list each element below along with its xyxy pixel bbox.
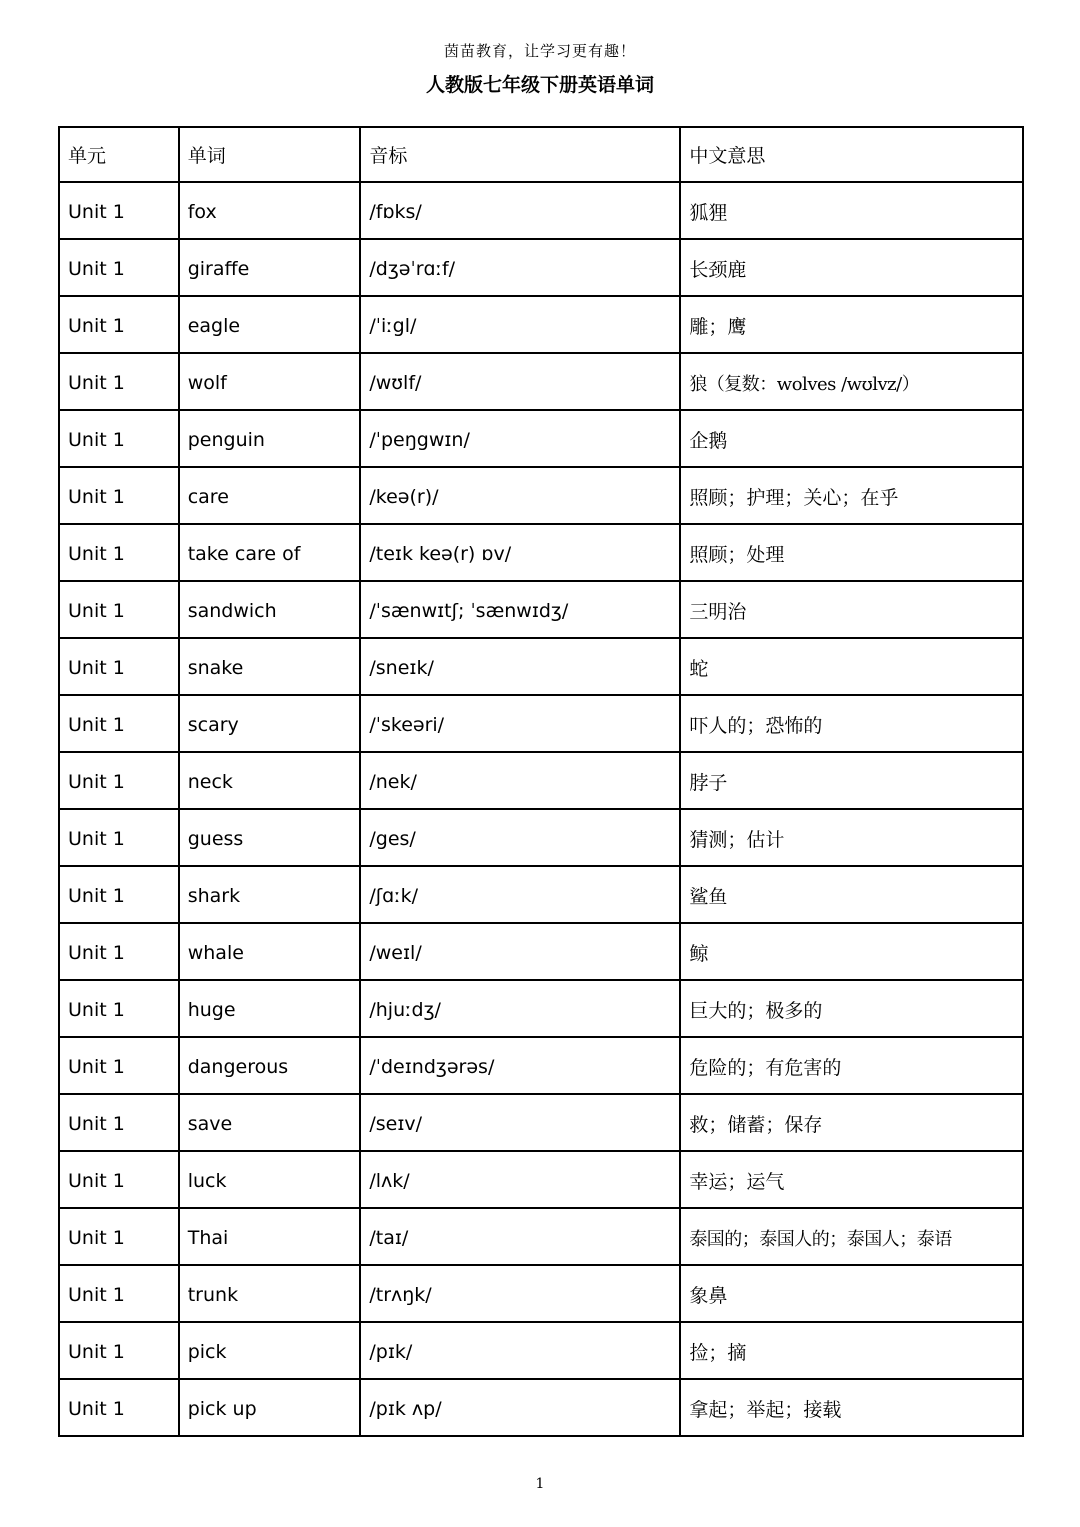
table-row bbox=[59, 353, 1023, 410]
table-row bbox=[59, 1379, 1023, 1436]
word-cell: giraffe bbox=[179, 239, 361, 296]
meaning-cell: 狐狸 bbox=[680, 182, 1023, 239]
unit-cell: Unit 1 bbox=[59, 410, 179, 467]
meaning-cell: 长颈鹿 bbox=[680, 239, 1023, 296]
header-slogan: 茵苗教育，让学习更有趣！ bbox=[443, 42, 636, 60]
meaning-cell: 象鼻 bbox=[680, 1265, 1023, 1322]
word-cell: pick bbox=[179, 1322, 361, 1379]
word-cell: scary bbox=[179, 695, 361, 752]
table-row bbox=[59, 638, 1023, 695]
meaning-cell: 脖子 bbox=[680, 752, 1023, 809]
meaning-cell: 企鹅 bbox=[680, 410, 1023, 467]
meaning-cell: 泰国的；泰国人的；泰国人；泰语 bbox=[680, 1208, 1023, 1265]
phonetic-cell: /wʊlf/ bbox=[360, 353, 680, 410]
unit-cell: Unit 1 bbox=[59, 866, 179, 923]
phonetic-cell: /ˈskeəri/ bbox=[360, 695, 680, 752]
page-title: 人教版七年级下册英语单词 bbox=[425, 74, 654, 96]
meaning-cell: 猜测；估计 bbox=[680, 809, 1023, 866]
phonetic-cell: /teɪk keə(r) ɒv/ bbox=[360, 524, 680, 581]
table-row bbox=[59, 410, 1023, 467]
phonetic-cell: /ges/ bbox=[360, 809, 680, 866]
unit-cell: Unit 1 bbox=[59, 1379, 179, 1436]
word-cell: fox bbox=[179, 182, 361, 239]
word-cell: eagle bbox=[179, 296, 361, 353]
phonetic-cell: /ˈiːgl/ bbox=[360, 296, 680, 353]
table-row bbox=[59, 866, 1023, 923]
phonetic-cell: /fɒks/ bbox=[360, 182, 680, 239]
table-body bbox=[59, 182, 1023, 1436]
column-header-word: 单词 bbox=[179, 127, 361, 182]
meaning-cell: 鲨鱼 bbox=[680, 866, 1023, 923]
unit-cell: Unit 1 bbox=[59, 695, 179, 752]
phonetic-cell: /lʌk/ bbox=[360, 1151, 680, 1208]
phonetic-cell: /pɪk ʌp/ bbox=[360, 1379, 680, 1436]
unit-cell: Unit 1 bbox=[59, 353, 179, 410]
table-row bbox=[59, 1265, 1023, 1322]
phonetic-cell: /sneɪk/ bbox=[360, 638, 680, 695]
table-row bbox=[59, 524, 1023, 581]
word-cell: trunk bbox=[179, 1265, 361, 1322]
word-cell: snake bbox=[179, 638, 361, 695]
table-row bbox=[59, 467, 1023, 524]
unit-cell: Unit 1 bbox=[59, 296, 179, 353]
table-row bbox=[59, 581, 1023, 638]
meaning-cell: 狼（复数：wolves /wʊlvz/） bbox=[680, 353, 1023, 410]
meaning-cell: 蛇 bbox=[680, 638, 1023, 695]
word-cell: wolf bbox=[179, 353, 361, 410]
meaning-cell: 巨大的；极多的 bbox=[680, 980, 1023, 1037]
phonetic-cell: /weɪl/ bbox=[360, 923, 680, 980]
word-cell: guess bbox=[179, 809, 361, 866]
meaning-cell: 拿起；举起；接载 bbox=[680, 1379, 1023, 1436]
word-cell: neck bbox=[179, 752, 361, 809]
phonetic-cell: /ʃɑːk/ bbox=[360, 866, 680, 923]
unit-cell: Unit 1 bbox=[59, 1151, 179, 1208]
unit-cell: Unit 1 bbox=[59, 923, 179, 980]
word-cell: shark bbox=[179, 866, 361, 923]
unit-cell: Unit 1 bbox=[59, 581, 179, 638]
word-cell: huge bbox=[179, 980, 361, 1037]
table-row bbox=[59, 182, 1023, 239]
word-cell: whale bbox=[179, 923, 361, 980]
phonetic-cell: /trʌŋk/ bbox=[360, 1265, 680, 1322]
table-row bbox=[59, 296, 1023, 353]
word-cell: dangerous bbox=[179, 1037, 361, 1094]
word-cell: save bbox=[179, 1094, 361, 1151]
unit-cell: Unit 1 bbox=[59, 467, 179, 524]
table-row bbox=[59, 980, 1023, 1037]
word-cell: penguin bbox=[179, 410, 361, 467]
table-row bbox=[59, 1322, 1023, 1379]
table-row bbox=[59, 1037, 1023, 1094]
table-row bbox=[59, 923, 1023, 980]
phonetic-cell: /dʒəˈrɑːf/ bbox=[360, 239, 680, 296]
column-header-unit: 单元 bbox=[59, 127, 179, 182]
unit-cell: Unit 1 bbox=[59, 809, 179, 866]
phonetic-cell: /taɪ/ bbox=[360, 1208, 680, 1265]
meaning-cell: 鲸 bbox=[680, 923, 1023, 980]
unit-cell: Unit 1 bbox=[59, 1322, 179, 1379]
meaning-cell: 雕；鹰 bbox=[680, 296, 1023, 353]
phonetic-cell: /hjuːdʒ/ bbox=[360, 980, 680, 1037]
unit-cell: Unit 1 bbox=[59, 239, 179, 296]
meaning-cell: 危险的；有危害的 bbox=[680, 1037, 1023, 1094]
unit-cell: Unit 1 bbox=[59, 182, 179, 239]
phonetic-cell: /pɪk/ bbox=[360, 1322, 680, 1379]
word-cell: luck bbox=[179, 1151, 361, 1208]
table-row bbox=[59, 752, 1023, 809]
phonetic-cell: /keə(r)/ bbox=[360, 467, 680, 524]
meaning-cell: 救；储蓄；保存 bbox=[680, 1094, 1023, 1151]
table-row bbox=[59, 809, 1023, 866]
column-header-meaning: 中文意思 bbox=[680, 127, 1023, 182]
word-cell: take care of bbox=[179, 524, 361, 581]
word-cell: sandwich bbox=[179, 581, 361, 638]
table-row bbox=[59, 1208, 1023, 1265]
table-row bbox=[59, 695, 1023, 752]
phonetic-cell: /ˈsænwɪtʃ; ˈsænwɪdʒ/ bbox=[360, 581, 680, 638]
meaning-cell: 照顾；处理 bbox=[680, 524, 1023, 581]
table-row bbox=[59, 1151, 1023, 1208]
unit-cell: Unit 1 bbox=[59, 752, 179, 809]
unit-cell: Unit 1 bbox=[59, 1265, 179, 1322]
meaning-cell: 幸运；运气 bbox=[680, 1151, 1023, 1208]
unit-cell: Unit 1 bbox=[59, 1037, 179, 1094]
phonetic-cell: /nek/ bbox=[360, 752, 680, 809]
vocabulary-table bbox=[58, 126, 1024, 1437]
table-row bbox=[59, 1094, 1023, 1151]
meaning-cell: 照顾；护理；关心；在乎 bbox=[680, 467, 1023, 524]
unit-cell: Unit 1 bbox=[59, 980, 179, 1037]
phonetic-cell: /ˈpeŋgwɪn/ bbox=[360, 410, 680, 467]
column-header-phonetic: 音标 bbox=[360, 127, 680, 182]
word-cell: care bbox=[179, 467, 361, 524]
meaning-cell: 三明治 bbox=[680, 581, 1023, 638]
unit-cell: Unit 1 bbox=[59, 524, 179, 581]
unit-cell: Unit 1 bbox=[59, 1094, 179, 1151]
table-header-row bbox=[59, 127, 1023, 182]
meaning-cell: 吓人的；恐怖的 bbox=[680, 695, 1023, 752]
page-number: 1 bbox=[535, 1476, 545, 1492]
word-cell: Thai bbox=[179, 1208, 361, 1265]
word-cell: pick up bbox=[179, 1379, 361, 1436]
unit-cell: Unit 1 bbox=[59, 1208, 179, 1265]
phonetic-cell: /ˈdeɪndʒərəs/ bbox=[360, 1037, 680, 1094]
table-row bbox=[59, 239, 1023, 296]
meaning-cell: 捡；摘 bbox=[680, 1322, 1023, 1379]
unit-cell: Unit 1 bbox=[59, 638, 179, 695]
phonetic-cell: /seɪv/ bbox=[360, 1094, 680, 1151]
